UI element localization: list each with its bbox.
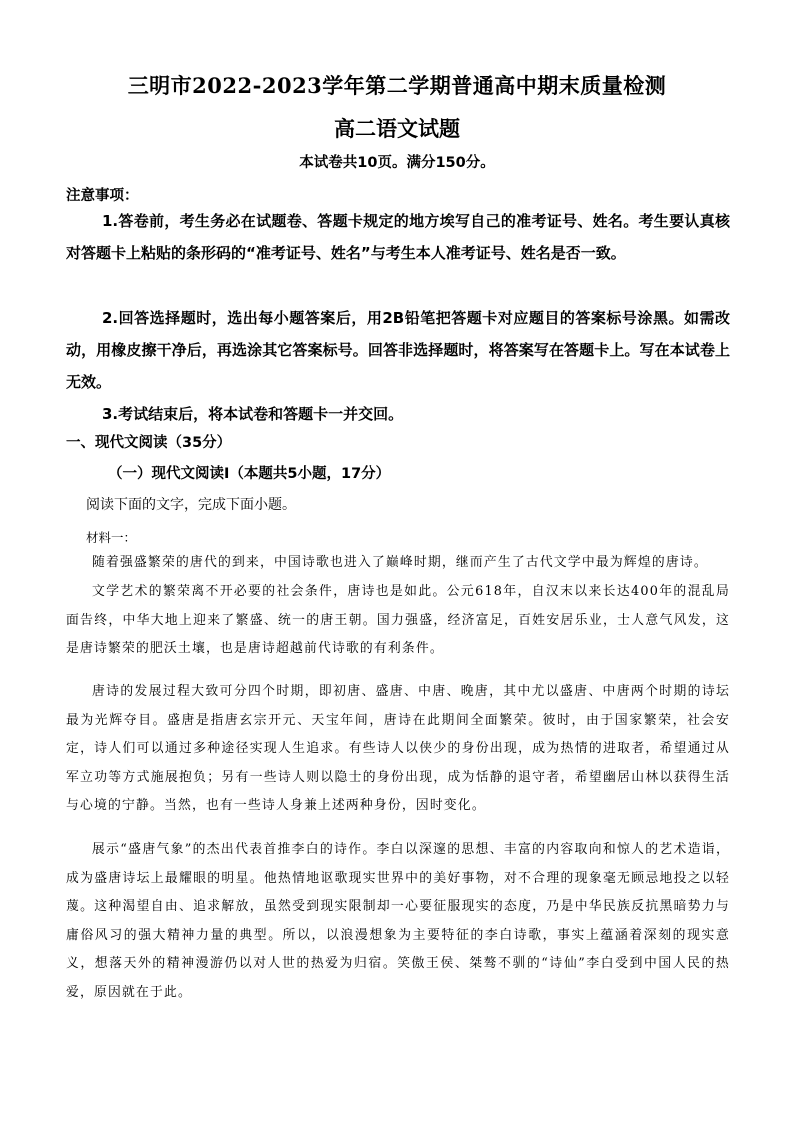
- notice-item: 3.考试结束后，将本试卷和答题卡一并交回。: [102, 405, 404, 423]
- exam-subtitle: 高二语文试题: [334, 116, 460, 141]
- notice-item: 1.答卷前，考生务必在试题卷、答题卡规定的地方埃写自己的准考证号、姓名。考生要认真核对答题卡上粘贴的条形码的“准考证号、姓名”与考生本人准考证号、姓名是否一致。: [66, 212, 730, 262]
- body-paragraph: 唐诗的发展过程大致可分四个时期，即初唐、盛唐、中唐、晚唐，其中尤以盛唐、中唐两个时期的诗坛最为光辉夺目。盛唐是指唐玄宗开元、天宝年间，唐诗在此期间全面繁荣。彼时，由于国家繁荣，社会安定，诗人们可以通过多种途径实现人生追求。有些诗人以侠少的身份出现，成为热情的进取者，希望通过从军立功等方式施展抱负；另有一些诗人则以隐士的身份出现，成为恬静的退守者，希望幽居山林以获得生活与心境的宁静。当然，也有一些诗人身兼上述两种身份，因时变化。: [66, 684, 730, 814]
- subsection-heading: （一）现代文阅读Ⅰ（本题共5小题，17分）: [108, 466, 391, 482]
- exam-meta: 本试卷共10页。满分150分。: [299, 155, 495, 171]
- body-paragraph: 展示“盛唐气象”的杰出代表首推李白的诗作。李白以深邃的思想、丰富的内容取向和惊人的艺术造诣，成为盛唐诗坛上最耀眼的明星。他热情地讴歌现实世界中的美好事物，对不合理的现象毫无顾忌地投之以轻蔑。这种渴望自由、追求解放，虽然受到现实限制却一心要征服现实的态度，乃是中华民族反抗黑暗势力与庸俗风习的强大精神力量的典型。所以，以浪漫想象为主要特征的李白诗歌，事实上蕴涵着深刻的现实意义，想落天外的精神漫游仍以对人世的热爱为归宿。笑傲王侯、桀骜不驯的“诗仙”李白受到中国人民的热爱，原因就在于此。: [66, 842, 730, 1000]
- body-paragraph: 随着强盛繁荣的唐代的到来，中国诗歌也进入了巅峰时期，继而产生了古代文学中最为辉煌的唐诗。: [92, 555, 708, 570]
- notice-heading: 注意事项：: [66, 188, 139, 204]
- material-label: 材料一：: [86, 530, 137, 545]
- reading-instruction: 阅读下面的文字，完成下面小题。: [86, 497, 296, 513]
- notice-item: 2.回答选择题时，选出每小题答案后，用2B铅笔把答题卡对应题目的答案标号涂黑。如需改动，用橡皮擦干净后，再选涂其它答案标号。回答非选择题时，将答案写在答题卡上。写在本试卷上无效。: [66, 309, 730, 391]
- section-heading: 一、现代文阅读（35分）: [66, 435, 232, 451]
- body-paragraph: 文学艺术的繁荣离不开必要的社会条件，唐诗也是如此。公元618年，自汉末以来长达400年的混乱局面告终，中华大地上迎来了繁盛、统一的唐王朝。国力强盛，经济富足，百姓安居乐业，士人意气风发，这是唐诗繁荣的肥沃土壤，也是唐诗超越前代诗歌的有利条件。: [66, 584, 730, 657]
- exam-title: 三明市2022-2023学年第二学期普通高中期末质量检测: [127, 73, 667, 98]
